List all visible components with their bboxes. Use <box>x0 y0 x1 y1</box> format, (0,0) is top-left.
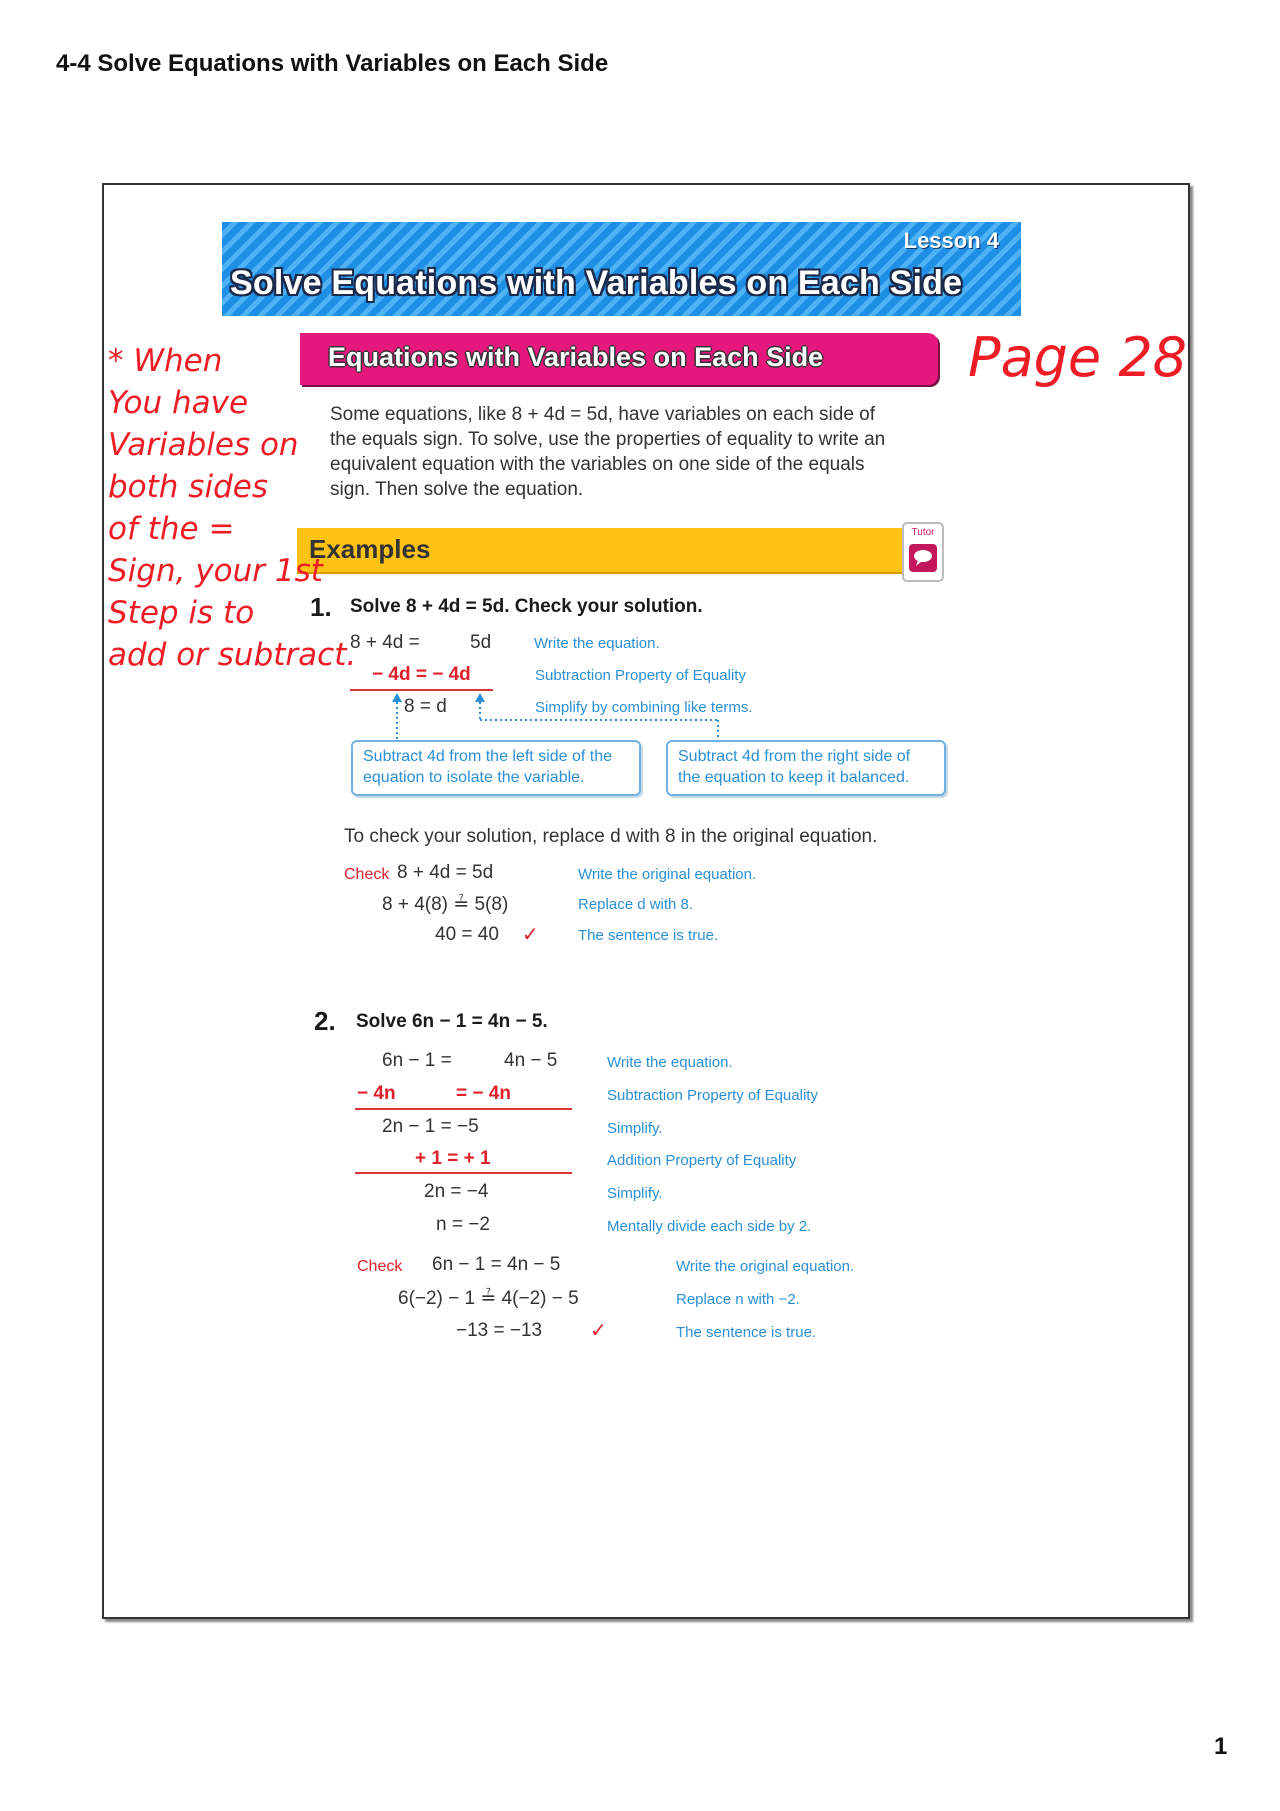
intro-line: the equals sign. To solve, use the properties of equality to write an <box>330 429 886 450</box>
ex2-step6: n = −2 <box>436 1214 490 1235</box>
ex2-step3-note: Simplify. <box>607 1120 663 1137</box>
section-header <box>300 333 938 385</box>
tutor-button[interactable] <box>902 522 944 582</box>
ex2-check3: −13 = −13 <box>456 1320 543 1341</box>
checkmark-icon: ✓ <box>522 924 539 946</box>
section-title: Equations with Variables on Each Side <box>328 342 824 372</box>
ex1-check3-note: The sentence is true. <box>578 927 719 944</box>
handwritten-note <box>108 340 356 676</box>
ex1-check2: 8 + 4(8) ≟ 5(8) <box>382 894 509 915</box>
checkmark-icon: ✓ <box>590 1320 607 1342</box>
document-title: 4-4 Solve Equations with Variables on Each Side <box>56 50 609 77</box>
handwritten-line: Sign, your 1st <box>108 553 323 589</box>
ex2-check2: 6(−2) − 1 ≟ 4(−2) − 5 <box>398 1288 579 1309</box>
page-number: 1 <box>1214 1733 1228 1760</box>
ex2-check-label: Check <box>357 1258 403 1275</box>
intro-line: sign. Then solve the equation. <box>330 479 584 500</box>
callout-left: Subtract 4d from the left side of the equation to isolate the variable. <box>351 740 641 796</box>
callout-right: Subtract 4d from the right side of the equation to keep it balanced. <box>666 740 946 796</box>
ex1-check-intro: To check your solution, replace d with 8 in the original equation. <box>344 826 878 847</box>
ex1-check3: 40 = 40 <box>435 924 499 945</box>
tutor-label: Tutor <box>911 527 935 538</box>
handwritten-line: of the = <box>108 511 235 547</box>
handwritten-line: * When <box>108 343 223 379</box>
ex2-step3: 2n − 1 = −5 <box>382 1116 479 1137</box>
ex1-step3-note: Simplify by combining like terms. <box>535 699 753 716</box>
banner-title: Solve Equations with Variables on Each Side <box>230 264 963 302</box>
ex1-check-label: Check <box>344 866 390 883</box>
ex2-check1-note: Write the original equation. <box>676 1258 855 1275</box>
intro-line: equivalent equation with the variables on one side of the equals <box>330 454 865 475</box>
example-2-heading: Solve 6n − 1 = 4n − 5. <box>356 1011 548 1032</box>
examples-bar <box>297 528 909 574</box>
ex1-step2-note: Subtraction Property of Equality <box>535 667 746 684</box>
handwritten-line: add or subtract. <box>108 637 357 673</box>
handwritten-line: Variables on <box>108 427 299 463</box>
intro-paragraph <box>330 402 930 502</box>
ex2-step5-note: Simplify. <box>607 1185 663 1202</box>
example-1-heading: Solve 8 + 4d = 5d. Check your solution. <box>350 596 703 617</box>
handwritten-line: Step is to <box>108 595 255 631</box>
handwritten-line: both sides <box>108 469 268 505</box>
example-1-number: 1. <box>310 592 332 622</box>
ex2-step5: 2n = −4 <box>424 1181 489 1202</box>
ex1-check1-note: Write the original equation. <box>578 866 757 883</box>
ex2-check1: 6n − 1 = 4n − 5 <box>432 1254 561 1275</box>
ex2-step6-note: Mentally divide each side by 2. <box>607 1218 812 1235</box>
ex1-step3: 8 = d <box>404 696 447 717</box>
ex1-step1-note: Write the equation. <box>534 635 660 652</box>
ex2-rule-1 <box>355 1108 572 1110</box>
lesson-banner <box>222 222 1021 316</box>
intro-line: Some equations, like 8 + 4d = 5d, have variables on each side of <box>330 404 876 425</box>
ex2-step1-left: 6n − 1 = <box>382 1050 452 1071</box>
ex1-step1-right: 5d <box>470 632 492 653</box>
speech-bubble-icon <box>909 544 937 572</box>
ex2-step2-right: = − 4n <box>456 1083 511 1104</box>
example-2-number: 2. <box>314 1006 336 1036</box>
ex1-step2: − 4d = − 4d <box>372 664 471 685</box>
ex2-rule-2 <box>355 1172 572 1174</box>
ex1-step1-left: 8 + 4d = <box>350 632 420 653</box>
ex2-step2-left: − 4n <box>357 1083 396 1104</box>
ex1-arrows <box>380 690 740 742</box>
handwritten-page-reference: Page 28 <box>968 326 1188 389</box>
ex2-step4-note: Addition Property of Equality <box>607 1152 797 1169</box>
ex2-step1-right: 4n − 5 <box>504 1050 558 1071</box>
ex2-check2-note: Replace n with −2. <box>676 1291 800 1308</box>
lesson-label: Lesson 4 <box>903 228 999 253</box>
ex2-check3-note: The sentence is true. <box>676 1324 817 1341</box>
ex1-check2-note: Replace d with 8. <box>578 896 694 913</box>
handwritten-line: You have <box>108 385 249 421</box>
examples-label: Examples <box>309 534 431 564</box>
ex2-step2-note: Subtraction Property of Equality <box>607 1087 818 1104</box>
ex1-check1: 8 + 4d = 5d <box>397 862 494 883</box>
ex2-step1-note: Write the equation. <box>607 1054 733 1071</box>
ex2-step4: + 1 = + 1 <box>415 1148 491 1169</box>
